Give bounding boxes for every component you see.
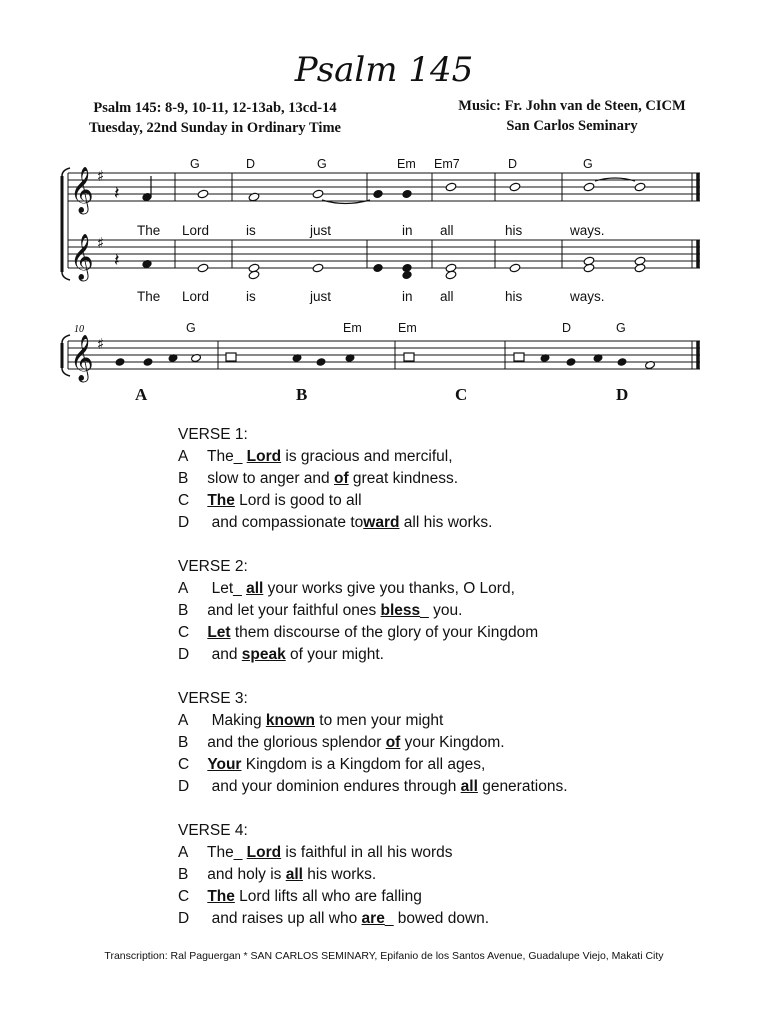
verse-text: Lord is good to all	[234, 492, 362, 509]
section-letter: B	[178, 734, 189, 751]
verse-text: of your might.	[285, 646, 384, 663]
accent-word: bless	[380, 602, 421, 619]
verse-text: and the glorious splendor	[203, 734, 386, 751]
lyrics-staff-1	[137, 223, 605, 238]
verses	[178, 424, 568, 952]
section-letter: D	[178, 910, 190, 927]
verse-line	[178, 512, 568, 534]
verse-line	[178, 622, 568, 644]
accent-word: The	[207, 492, 235, 509]
accent-word: all	[246, 580, 264, 597]
section-label: B	[296, 385, 308, 404]
verse-line	[178, 864, 568, 886]
staff-1	[68, 173, 700, 201]
lyric-syllable: just	[310, 289, 332, 304]
verse-line	[178, 776, 568, 798]
staff-2	[68, 240, 700, 268]
verse-text: and your dominion endures through	[203, 778, 461, 795]
verse-text: and	[203, 646, 242, 663]
accent-word: speak	[241, 646, 286, 663]
verse-block	[178, 424, 568, 534]
accent-word: Your	[207, 756, 242, 773]
section-letter: A	[178, 844, 189, 861]
treble-clef-icon: 𝄞	[70, 335, 94, 381]
verse-text: your works give you thanks, O Lord,	[263, 580, 515, 597]
verse-text: is gracious and merciful,	[281, 448, 453, 465]
lyrics-staff-2	[137, 289, 605, 304]
verse-line	[178, 600, 568, 622]
verse-text: _ you.	[420, 602, 463, 619]
verse-text: The_	[203, 448, 247, 465]
accent-word: The	[207, 888, 235, 905]
verse-text: The_	[203, 844, 247, 861]
verse-line	[178, 490, 568, 512]
verse-text: Kingdom is a Kingdom for all ages,	[241, 756, 486, 773]
verse-heading: VERSE 3:	[178, 690, 248, 707]
accent-word: are	[361, 910, 385, 927]
verse-line	[178, 908, 568, 930]
chord-symbol: Em	[343, 321, 362, 335]
verse-text: and holy is	[203, 866, 286, 883]
section-letter: C	[178, 888, 190, 905]
chords-system-1	[190, 157, 593, 171]
measure-number: 10	[74, 324, 84, 335]
verse-text: and raises up all who	[203, 910, 362, 927]
section-label: C	[455, 385, 468, 404]
lyric-syllable: is	[246, 223, 256, 238]
lyric-syllable: in	[402, 289, 413, 304]
lyric-syllable: ways.	[570, 289, 605, 304]
chord-symbol: G	[616, 321, 626, 335]
accent-word: all	[460, 778, 478, 795]
sharp-icon: ♯	[97, 167, 105, 185]
section-letter: B	[178, 602, 189, 619]
accent-word: Let	[207, 624, 231, 641]
section-letter: C	[178, 624, 190, 641]
quarter-rest-icon: 𝄽	[114, 183, 120, 204]
verse-text: all his works.	[399, 514, 493, 531]
verse-block	[178, 688, 568, 798]
chord-symbol: D	[508, 157, 518, 171]
verse-line	[178, 468, 568, 490]
treble-clef-icon: 𝄞	[70, 234, 94, 280]
verse-line	[178, 842, 568, 864]
verse-text: great kindness.	[348, 470, 459, 487]
section-letter: D	[178, 646, 190, 663]
verse-heading: VERSE 2:	[178, 558, 248, 575]
verse-line	[178, 644, 568, 666]
composer: Music: Fr. John van de Steen, CICM	[458, 98, 686, 114]
verse-text: to men your might	[314, 712, 444, 729]
section-letter: B	[178, 470, 189, 487]
verse-text: generations.	[477, 778, 568, 795]
section-label: D	[616, 385, 629, 404]
section-letter: A	[178, 448, 189, 465]
verse-block	[178, 820, 568, 930]
lyric-syllable: his	[505, 223, 523, 238]
section-letter: D	[178, 514, 190, 531]
verse-text: is faithful in all his words	[281, 844, 453, 861]
section-letter: D	[178, 778, 190, 795]
verse-heading: VERSE 1:	[178, 426, 248, 443]
verse-line	[178, 754, 568, 776]
verse-text: and compassionate to	[203, 514, 364, 531]
verse-line	[178, 446, 568, 468]
footer-credit: Transcription: Ral Paguergan * SAN CARLOS SEMINARY, Epifanio de los Santos Avenue, Guadalupe Viejo, Makati City	[104, 950, 664, 962]
lyric-syllable: just	[310, 223, 332, 238]
section-letter: C	[178, 756, 190, 773]
chord-symbol: G	[583, 157, 593, 171]
verse-text: your Kingdom.	[400, 734, 505, 751]
verse-text: them discourse of the glory of your Kingdom	[230, 624, 539, 641]
liturgical-day: Tuesday, 22nd Sunday in Ordinary Time	[89, 120, 341, 136]
verse-text: and let your faithful ones	[203, 602, 381, 619]
lyric-syllable: all	[440, 289, 454, 304]
verse-line	[178, 710, 568, 732]
accent-word: ward	[363, 514, 400, 531]
chord-symbol: G	[190, 157, 200, 171]
accent-word: Lord	[246, 844, 282, 861]
verse-text: his works.	[302, 866, 377, 883]
psalm-verses: Psalm 145: 8-9, 10-11, 12-13ab, 13cd-14	[93, 100, 337, 116]
accent-word: of	[385, 734, 401, 751]
staff-3	[68, 341, 700, 369]
lyric-syllable: is	[246, 289, 256, 304]
verse-line	[178, 578, 568, 600]
verse-block	[178, 556, 568, 666]
lyric-syllable: ways.	[570, 223, 605, 238]
accent-word: all	[285, 866, 303, 883]
chord-symbol: G	[317, 157, 327, 171]
verse-text: Let_	[203, 580, 247, 597]
lyric-syllable: his	[505, 289, 523, 304]
treble-clef-icon: 𝄞	[70, 167, 94, 213]
sharp-icon: ♯	[97, 335, 105, 353]
accent-word: Lord	[246, 448, 282, 465]
verse-text: _ bowed down.	[384, 910, 490, 927]
lyric-syllable: The	[137, 289, 161, 304]
section-label: A	[135, 385, 148, 404]
section-letter: A	[178, 712, 189, 729]
section-letter: A	[178, 580, 189, 597]
verse-line	[178, 732, 568, 754]
chord-symbol: Em	[398, 321, 417, 335]
quarter-rest-icon: 𝄽	[114, 250, 120, 271]
section-letter: B	[178, 866, 189, 883]
verse-text: Lord lifts all who are falling	[234, 888, 422, 905]
section-letter: C	[178, 492, 190, 509]
institution: San Carlos Seminary	[506, 118, 638, 134]
section-labels	[135, 385, 628, 404]
lyric-syllable: Lord	[182, 223, 210, 238]
accent-word: known	[265, 712, 315, 729]
verse-heading: VERSE 4:	[178, 822, 248, 839]
chord-symbol: Em	[397, 157, 416, 171]
chord-symbol: G	[186, 321, 196, 335]
chord-symbol: D	[246, 157, 256, 171]
lyric-syllable: all	[440, 223, 454, 238]
chord-symbol: D	[562, 321, 572, 335]
verse-text: slow to anger and	[203, 470, 334, 487]
verse-text: Making	[203, 712, 266, 729]
page-title: Psalm 145	[294, 50, 474, 90]
music-score	[0, 0, 768, 420]
lyric-syllable: in	[402, 223, 413, 238]
chords-system-2	[186, 321, 626, 335]
sharp-icon: ♯	[97, 234, 105, 252]
chord-symbol: Em7	[434, 157, 460, 171]
lyric-syllable: The	[137, 223, 161, 238]
accent-word: of	[333, 470, 349, 487]
verse-line	[178, 886, 568, 908]
lyric-syllable: Lord	[182, 289, 210, 304]
